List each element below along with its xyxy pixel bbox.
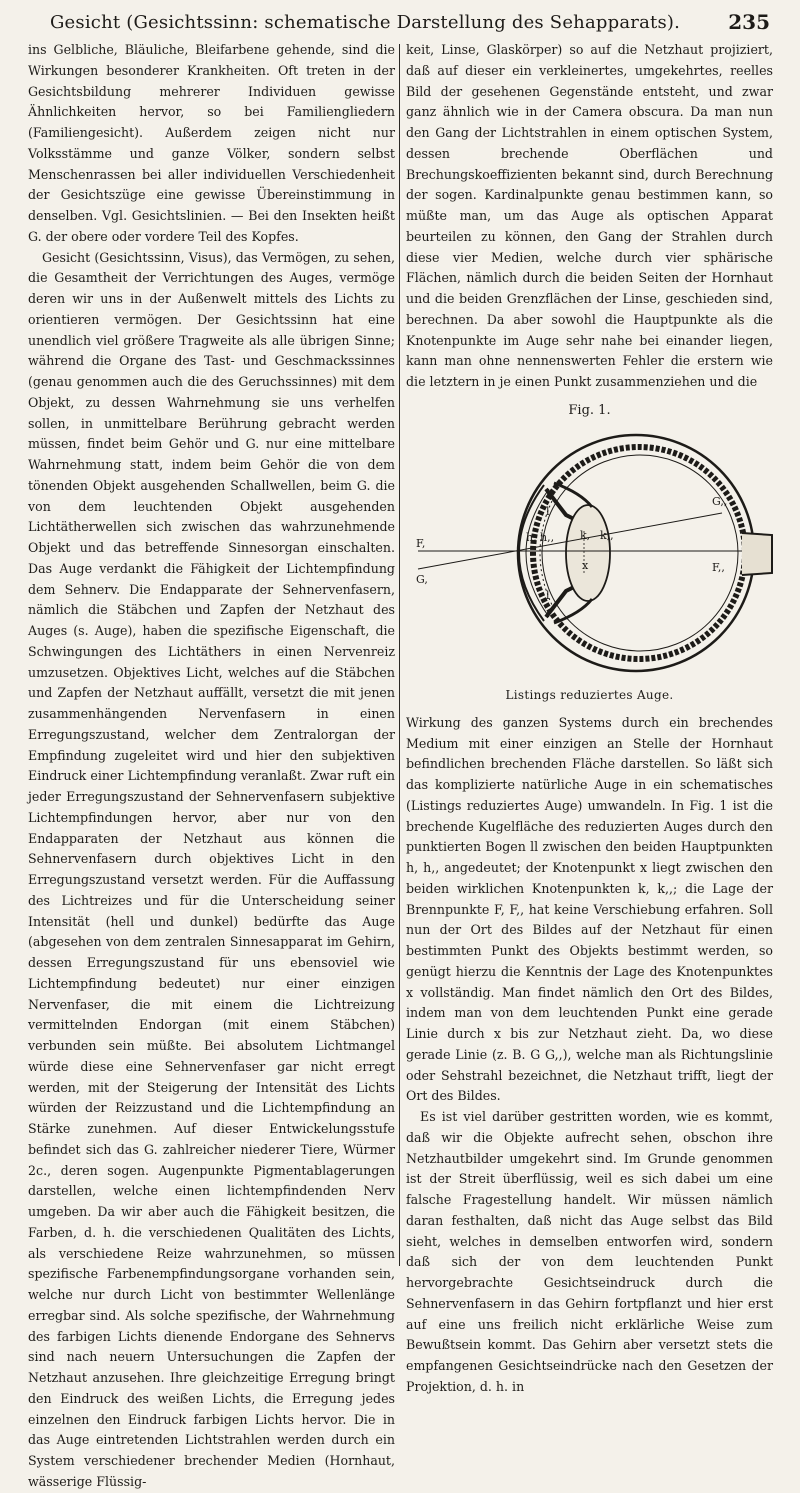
- figure-caption: Listings reduziertes Auge.: [505, 687, 674, 702]
- page-number: 235: [728, 10, 770, 34]
- label-h1: h,: [526, 530, 537, 544]
- figure-title: Fig. 1.: [568, 402, 611, 418]
- figure-reduced-eye: [406, 401, 773, 711]
- label-l-top: l: [546, 504, 550, 518]
- label-f-left: F,: [416, 536, 426, 550]
- lens: [566, 505, 610, 601]
- label-l-bottom: l: [546, 588, 550, 602]
- page-header: [30, 8, 770, 38]
- running-head: Gesicht (Gesichtssinn: schematische Darstellung des Sehapparats).: [49, 12, 681, 33]
- paragraph-upright-vision: Es ist viel darüber gestritten worden, wie es kommt, daß wir die Objekte aufrecht sehen, obschon ihre Netzhautbilder umgekehrt sind. Im Grunde genommen ist der Streit überflüssig, weil es sich dabei um eine falsche Fragestellung handelt. Wir müssen nämlich daran festhalten, daß nicht das Auge selbst das Bild sieht, welches in demselben entworfen wird, sondern daß sich der von dem leuchtenden Punkt hervorgebrachte Gesichtseindruck durch die Sehnervenfasern in das Gehirn fortpflanzt und hier erst auf eine uns freilich nicht erklärliche Weise zum Bewußtsein kommt. Das Gehirn aber versetzt stets die empfangenen Gesichtseindrücke nach den Gesetzen der Projektion, d. h. in: [406, 1109, 773, 1394]
- paragraph-reduced-eye: Wirkung des ganzen Systems durch ein brechendes Medium mit einer einzigen an Stelle der Hornhaut befindlichen brechenden Fläche darstellen. So läßt sich das komplizierte natürliche Auge in ein schematisches (Listings reduziertes Auge) umwandeln. In Fig. 1 ist die brechende Kugelfläche des reduzierten Auges durch den punktierten Bogen ll zwischen den beiden Hauptpunkten h, h,, angedeutet; der Knotenpunkt x liegt zwischen den beiden wirklichen Knotenpunkten k, k,,; die Lage der Brennpunkte F, F,, hat keine Verschiebung erfahren. Soll nun der Ort des Bildes auf der Netzhaut für einen bestimmten Punkt des Objekts bestimmt werden, so genügt hierzu die Kenntnis der Lage des Knotenpunktes x vollständig. Man findet nämlich den Ort des Bildes, indem man von dem leuchtenden Punkt eine gerade Linie durch x bis zur Netzhaut zieht. Da, wo diese gerade Linie (z. B. G G,,), welche man als Richtungslinie oder Sehstrahl bezeichnet, die Netzhaut trifft, liegt der Ort des Bildes.: [406, 714, 773, 1104]
- paragraph-gesichtssinn: Gesicht (Gesichtssinn, Visus), das Vermögen, zu sehen, die Gesamtheit der Verrichtungen des Auges, vermöge deren wir uns in der Außenwelt mittels des Lichts zu orientieren vermögen. Der Gesichtssinn hat eine unendlich viel größere Tragweite als alle übrigen Sinne; während die Organe des Tast- und Geschmackssinnes (genau genommen auch die des Geruchssinnes) mit dem Objekt, zu dessen Wahrnehmung sie uns verhelfen sollen, in unmittelbare Berührung gebracht werden müssen, findet beim Gehör und G. nur eine mittelbare Wahrnehmung statt, indem beim Gehör die von dem tönenden Objekt ausgehenden Schallwellen, beim G. die von dem leuchtenden Objekt ausgehenden Lichtätherwellen sich zwischen das wahrzunehmende Objekt und das betreffende Sinnesorgan einschalten. Das Auge verdankt die Fähigkeit der Lichtempfindung dem Sehnerv. Die Endapparate der Sehnervenfasern, nämlich die Stäbchen und Zapfen der Netzhaut des Auges (s. Auge), haben die spezifische Eigenschaft, die Schwingungen des Lichtäthers in einen Nervenreiz umzusetzen. Objektives Licht, welches auf die Stäbchen und Zapfen der Netzhaut auffällt, versetzt die mit jenen zusammenhängenden Nervenfasern in einen Erregungszustand, welcher dem Zentralorgan der Empfindung zugeleitet wird und hier den subjektiven Eindruck einer Lichtempfindung veranlaßt. Zwar ruft ein jeder Erregungszustand der Sehnervenfasern subjektive Lichtempfindungen hervor, aber nur von den Endapparaten der Netzhaut aus können die Sehnervenfasern durch objektives Licht in den Erregungszustand versetzt werden. Für die Auffassung des Lichtreizes und für die Unterscheidung seiner Intensität (hell und dunkel) bedürfte das Auge (abgesehen von dem zentralen Sinnesapparat im Gehirn, dessen Erregungszustand für uns ebensoviel wie Lichtempfindung bedeutet) nur einer einzigen Nervenfaser, die mit einem die Lichtreizung vermittelnden Endorgan (mit einem Stäbchen) verbunden sein müßte. Bei absolutem Lichtmangel würde diese eine Sehnervenfaser gar nicht erregt werden, mit der Steigerung der Intensität des Lichts würden der Reizzustand und die Lichtempfindung an Stärke zunehmen. Auf dieser Entwickelungsstufe befindet sich das G. zahlreicher niederer Tiere, Würmer 2c., deren sogen. Augenpunkte Pigmentablagerungen darstellen, welche einen lichtempfindenden Nerv umgeben. Da wir aber auch die Fähigkeit besitzen, die Farben, d. h. die verschiedenen Qualitäten des Lichts, als verschiedene Reize wahrzunehmen, so müssen spezifische Farbenempfindungsorgane vorhanden sein, welche nur durch Licht von bestimmter Wellenlänge erregbar sind. Als solche spezifische, der Wahrnehmung des farbigen Lichts dienende Endorgane des Sehnervs sind nach neuern Untersuchungen die Zapfen der Netzhaut anzusehen. Ihre gleichzeitige Erregung bringt den Eindruck des weißen Lichts, die Erregung jedes einzelnen den Eindruck farbigen Lichts hervor. Die in das Auge eintretenden Lichtstrahlen werden durch ein System verschiedener brechender Medien (Hornhaut, wässerige Flüssig-: [28, 249, 395, 1489]
- left-column: [28, 40, 395, 1489]
- label-h2: h,,: [540, 530, 555, 544]
- optic-nerve: [742, 533, 772, 575]
- eye-diagram: [406, 423, 773, 683]
- label-g-left: G,: [416, 572, 428, 586]
- paragraph-projection: keit, Linse, Glaskörper) so auf die Netzhaut projiziert, daß auf dieser ein verkleinertes, umgekehrtes, reelles Bild der gesehenen Gegenstände entsteht, und zwar ganz ähnlich wie in der Camera obscura. Da man nun den Gang der Lichtstrahlen in einem optischen System, dessen brechende Oberflächen und Brechungskoeffizienten bekannt sind, durch Berechnung der sogen. Kardinalpunkte genau bestimmen kann, so müßte man, um das Auge als optischen Apparat beurteilen zu können, den Gang der Strahlen durch diese vier Medien, welche durch vier sphärische Flächen, nämlich durch die beiden Seiten der Hornhaut und die beiden Grenzflächen der Linse, geschieden sind, berechnen. Da aber sowohl die Hauptpunkte als die Knotenpunkte im Auge sehr nahe bei einander liegen, kann man ohne nennenswerten Fehler die erstern wie die letztern in je einen Punkt zusammenziehen und die: [406, 42, 773, 389]
- label-x: x: [582, 558, 589, 572]
- paragraph-gesicht-features: ins Gelbliche, Bläuliche, Bleifarbene gehende, sind die Wirkungen besonderer Krankheiten. Oft treten in der Gesichtsbildung mehrerer Individuen gewisse Ähnlichkeiten hervor, so bei Familiengliedern (Familiengesicht). Außerdem zeigen nicht nur Volksstämme und ganze Völker, sondern selbst Menschenrassen bei aller individuellen Verschiedenheit der Gesichtszüge eine gewisse Übereinstimmung in denselben. Vgl. Gesichtslinien. — Bei den Insekten heißt G. der obere oder vordere Teil des Kopfes.: [28, 42, 395, 244]
- label-k2: k,,: [600, 528, 614, 542]
- label-g-upper: G,,: [712, 494, 728, 508]
- label-k1: k,: [580, 528, 591, 542]
- label-f-lower: F,,: [712, 560, 725, 574]
- right-column: [406, 40, 773, 1394]
- column-divider: [399, 44, 400, 1266]
